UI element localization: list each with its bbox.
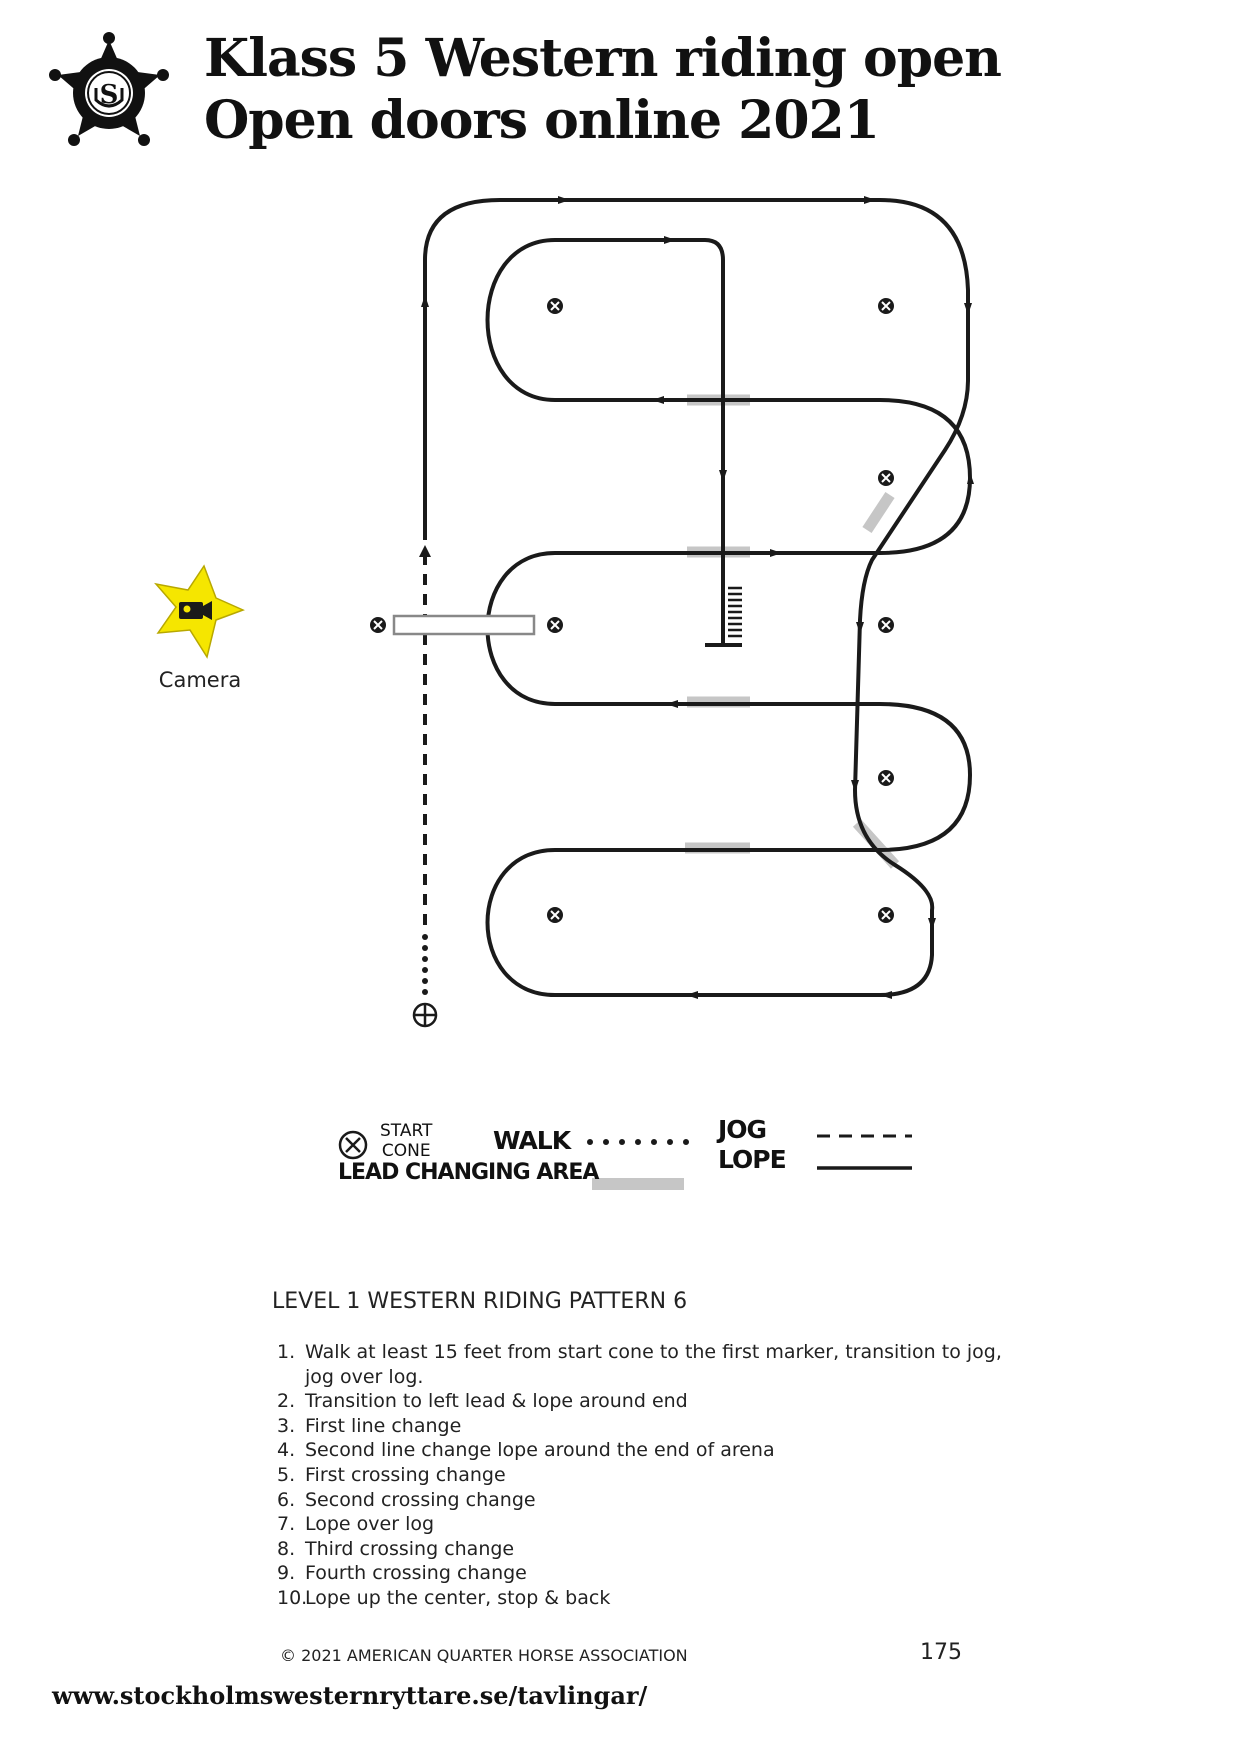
step-number: 3. [277,1414,296,1437]
pattern-step [272,1512,1012,1537]
legend-cone-label: CONE [381,1141,431,1161]
legend-lope-label: LOPE [718,1145,786,1174]
legend-walk-label: WALK [493,1126,571,1155]
marker-cone [878,470,894,486]
legend-start-cone-icon [340,1132,366,1158]
pattern-step [272,1586,1012,1611]
step-number: 2. [277,1390,296,1413]
marker-cone [547,298,563,314]
lead-change-area-5 [867,495,890,530]
camera-label: Camera [158,668,242,692]
marker-cone [878,617,894,633]
pattern-step [272,1463,1012,1488]
step-text: Walk at least 15 feet from start cone to the first marker, transition to jog, jog over log. [305,1341,1002,1388]
jog-arrow [419,545,431,557]
marker-cone [547,907,563,923]
marker-cone [878,770,894,786]
step-text: First line change [305,1414,462,1437]
pattern-step [272,1340,1012,1389]
step-text: Transition to left lead & lope around end [305,1390,688,1413]
marker-cones [370,298,894,923]
step-text: Lope over log [305,1513,435,1536]
pattern-step [272,1561,1012,1586]
marker-cone [547,617,563,633]
title-line-2: Open doors online 2021 [204,90,879,151]
pattern-step [272,1488,1012,1513]
step-text: Lope up the center, stop & back [305,1586,611,1609]
step-text: Second line change lope around the end of arena [305,1439,775,1462]
step-number: 10. [277,1586,308,1609]
step-number: 8. [277,1537,296,1560]
step-number: 7. [277,1513,296,1536]
direction-arrows [421,196,974,999]
marker-cone [878,298,894,314]
step-text: First crossing change [305,1463,506,1486]
pattern-title: LEVEL 1 WESTERN RIDING PATTERN 6 [272,1289,688,1314]
marker-cone [370,617,386,633]
pattern-step [272,1438,1012,1463]
legend-walk-line [587,1139,689,1145]
copyright-notice: © 2021 AMERICAN QUARTER HORSE ASSOCIATION [280,1646,688,1665]
lope-path [425,200,970,995]
legend-lead-change-label: LEAD CHANGING AREA [338,1160,599,1185]
camera-icon [156,566,243,657]
step-number: 1. [277,1341,296,1363]
stockholms-westernryttare-logo [48,30,170,150]
svg-text:S: S [99,80,119,110]
page-number: 175 [920,1640,962,1665]
start-cone-icon [414,1004,436,1026]
pattern-step [272,1537,1012,1562]
title-line-1: Klass 5 Western riding open [204,28,1001,89]
pattern-step [272,1414,1012,1439]
step-number: 9. [277,1562,296,1585]
pattern-step [272,1389,1012,1414]
marker-cone [878,907,894,923]
legend-start-label: START [380,1121,433,1141]
step-text: Second crossing change [305,1488,536,1511]
legend-jog-label: JOG [718,1115,767,1144]
step-text: Third crossing change [305,1537,515,1560]
page-title [204,28,1001,152]
pattern-steps-list [272,1340,1012,1611]
lead-changing-areas [685,400,895,865]
website-link[interactable]: www.stockholmswesternryttare.se/tavlingar/ [52,1681,648,1710]
walk-path [422,934,428,995]
step-number: 5. [277,1463,296,1486]
log [394,616,534,634]
step-text: Fourth crossing change [305,1562,527,1585]
step-number: 4. [277,1439,296,1462]
step-number: 6. [277,1488,296,1511]
legend-start-cone-label [380,1121,432,1161]
